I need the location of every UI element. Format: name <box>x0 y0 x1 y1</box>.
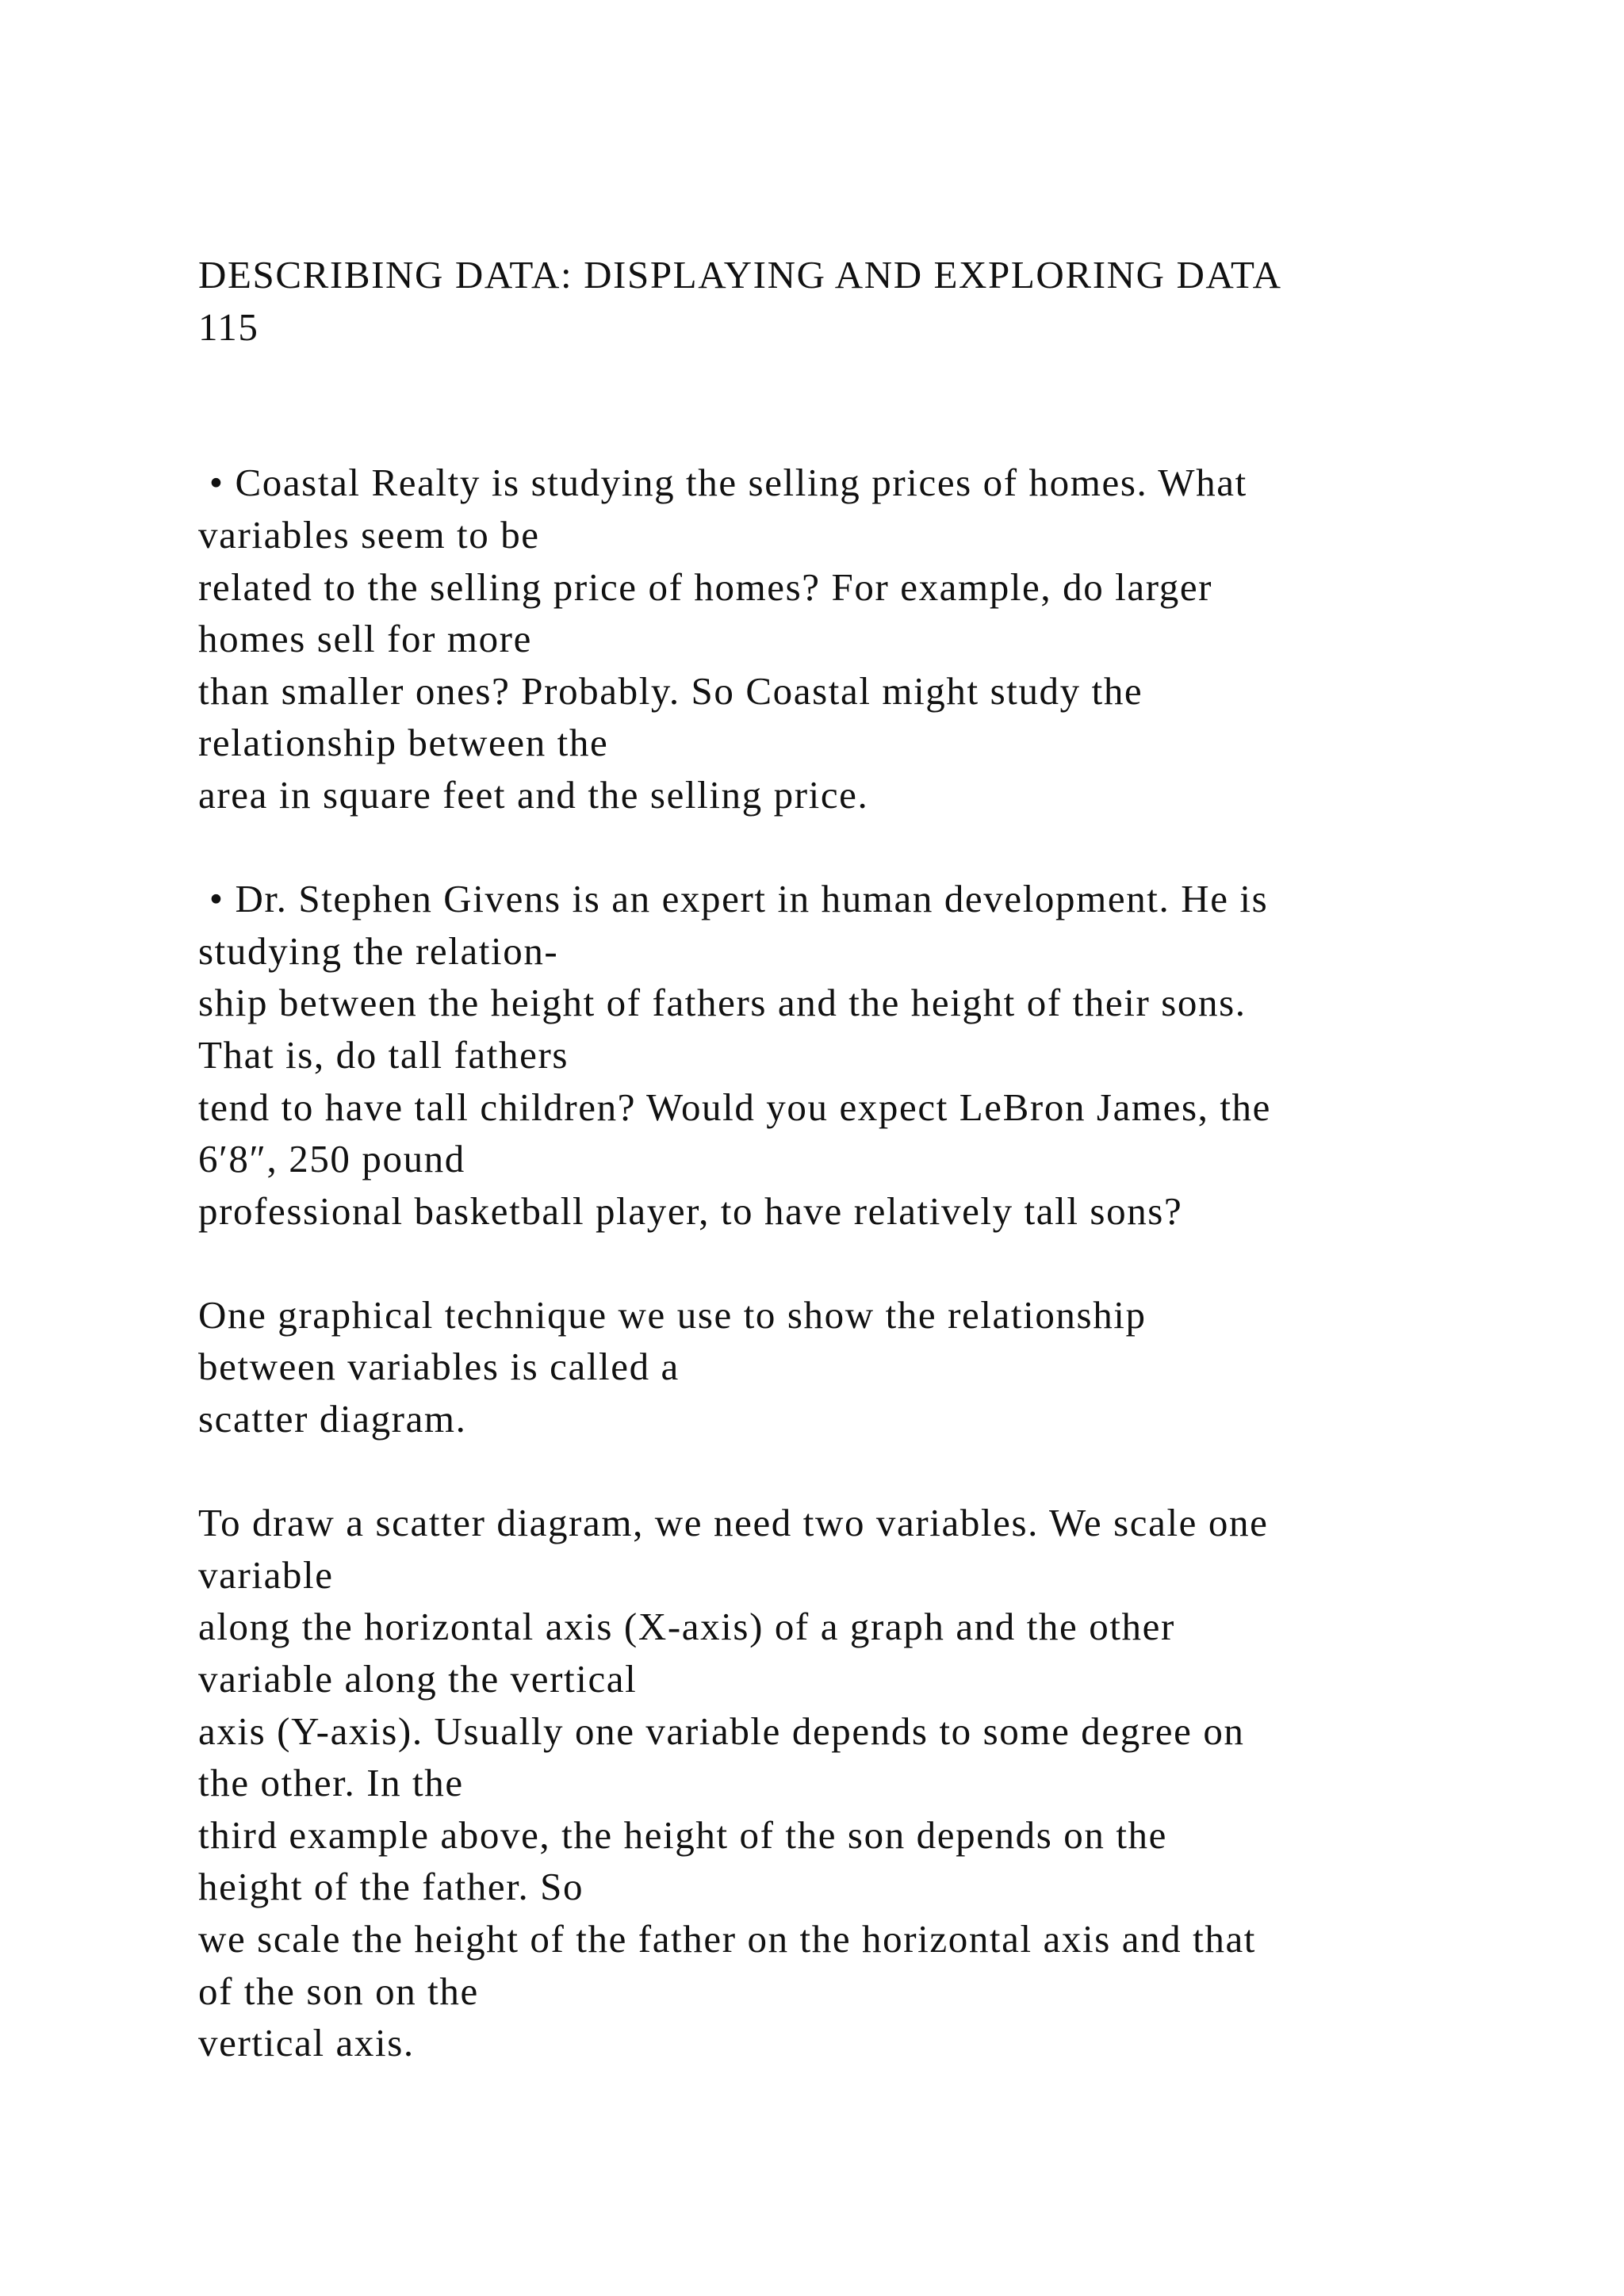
paragraph-1-line: One graphical technique we use to show the relationship <box>198 1292 1147 1337</box>
paragraph-2-line: the other. In the <box>198 1761 464 1805</box>
bullet-2-line: • Dr. Stephen Givens is an expert in human development. He is <box>198 877 1269 921</box>
paragraph-2-line: vertical axis. <box>198 2021 415 2065</box>
blank-line <box>198 1445 1546 1498</box>
paragraph-2-line: height of the father. So <box>198 1865 584 1909</box>
bullet-2-line: 6′8″, 250 pound <box>198 1137 465 1181</box>
blank-line <box>198 405 1546 457</box>
page-number: 115 <box>198 304 259 349</box>
paragraph-1-line: scatter diagram. <box>198 1397 467 1441</box>
document-body <box>198 249 1546 2069</box>
header-line: DESCRIBING DATA: DISPLAYING AND EXPLORING DATA <box>198 253 1282 297</box>
blank-line <box>198 353 1546 405</box>
bullet-1-line: than smaller ones? Probably. So Coastal might study the <box>198 668 1143 713</box>
paragraph-2-line: of the son on the <box>198 1969 479 2013</box>
bullet-2-line: ship between the height of fathers and the height of their sons. <box>198 981 1247 1025</box>
bullet-2-line: studying the relation- <box>198 928 559 973</box>
paragraph-1-line: between variables is called a <box>198 1345 680 1389</box>
blank-line <box>198 821 1546 874</box>
paragraph-2-line: variable <box>198 1552 334 1597</box>
paragraph-2-line: we scale the height of the father on the horizontal axis and that <box>198 1917 1256 1961</box>
bullet-1-line: • Coastal Realty is studying the selling prices of homes. What <box>198 461 1247 505</box>
bullet-1-line: relationship between the <box>198 721 609 765</box>
bullet-2-line: That is, do tall fathers <box>198 1032 569 1077</box>
bullet-1-line: related to the selling price of homes? For example, do larger <box>198 564 1213 609</box>
paragraph-2-line: To draw a scatter diagram, we need two variables. We scale one <box>198 1501 1269 1545</box>
paragraph-2-line: variable along the vertical <box>198 1657 638 1701</box>
bullet-1-line: area in square feet and the selling price. <box>198 772 869 817</box>
bullet-2-line: tend to have tall children? Would you expect LeBron James, the <box>198 1085 1272 1129</box>
paragraph-2-line: axis (Y-axis). Usually one variable depends to some degree on <box>198 1709 1245 1753</box>
bullet-2-line: professional basketball player, to have relatively tall sons? <box>198 1188 1183 1233</box>
bullet-1-line: variables seem to be <box>198 512 540 557</box>
bullet-1-line: homes sell for more <box>198 617 532 661</box>
paragraph-2-line: along the horizontal axis (X-axis) of a graph and the other <box>198 1605 1175 1649</box>
blank-line <box>198 1237 1546 1289</box>
paragraph-2-line: third example above, the height of the son depends on the <box>198 1812 1167 1857</box>
